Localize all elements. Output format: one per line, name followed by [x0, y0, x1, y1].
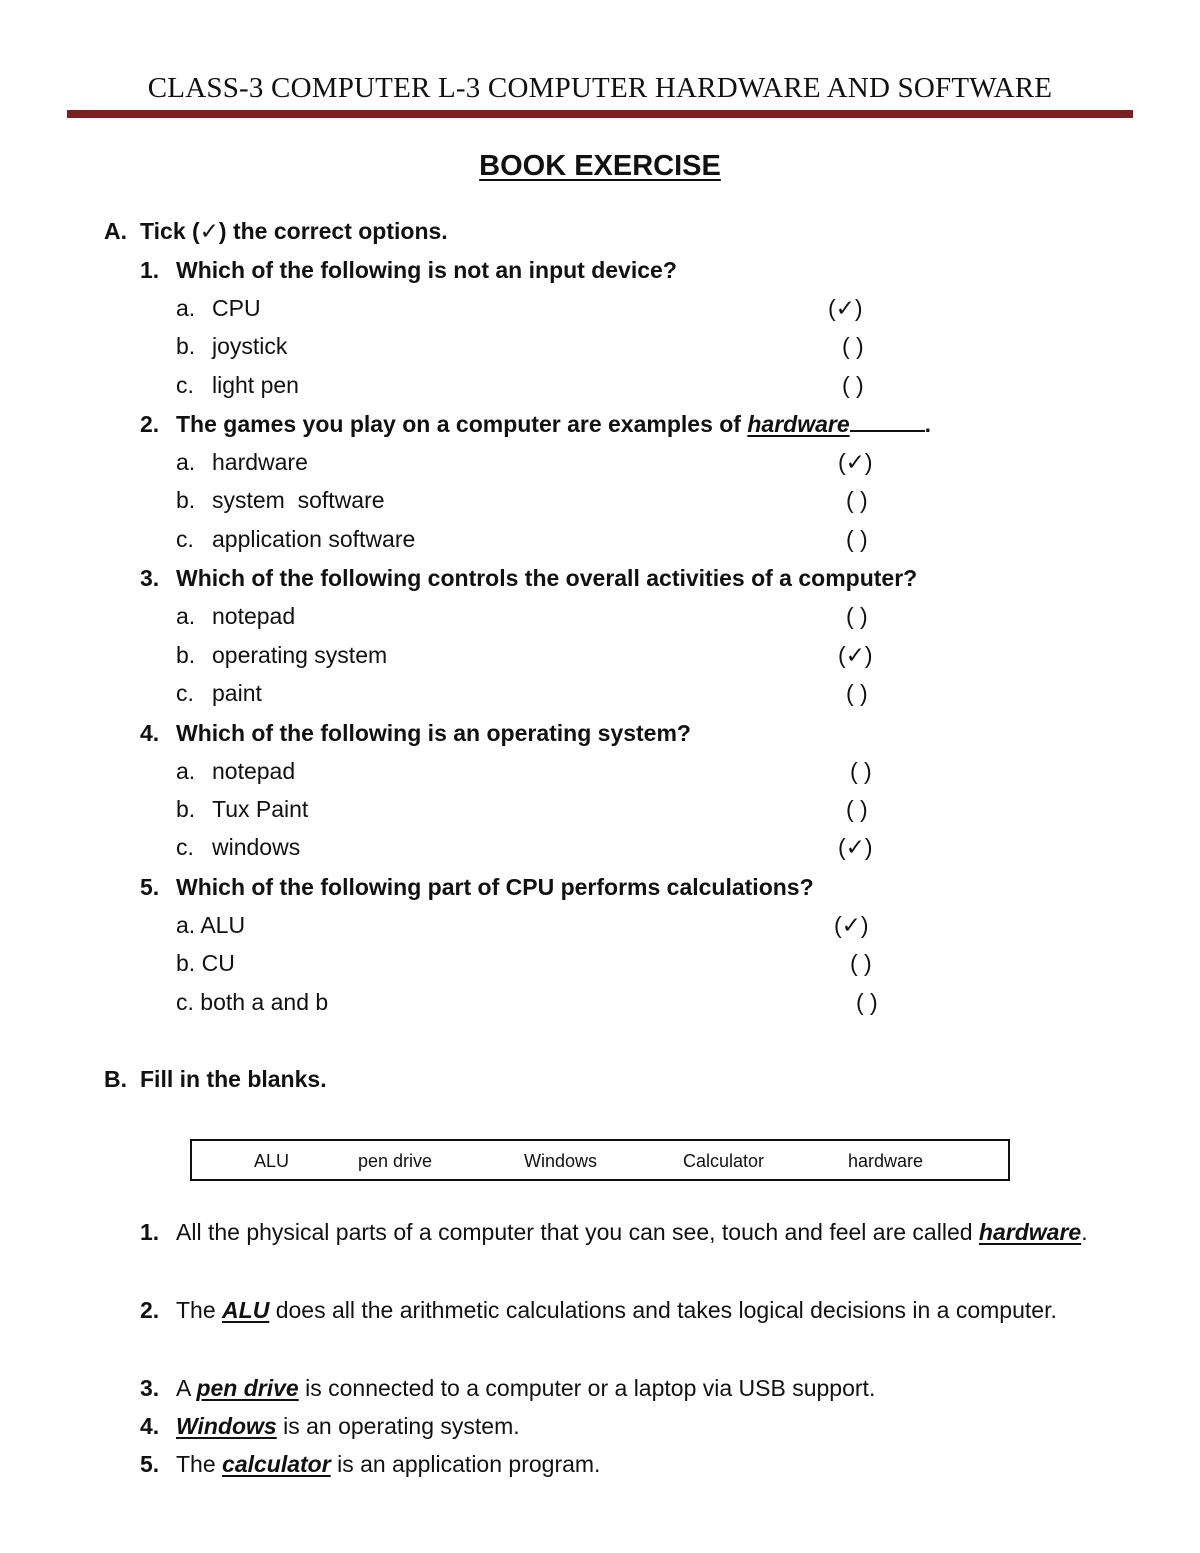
tick-mark: ( ): [856, 989, 878, 1015]
option-item: [176, 987, 328, 1017]
question-number: 5.: [140, 874, 160, 900]
option-text: notepad: [212, 603, 296, 629]
section-b-label: B.: [104, 1066, 127, 1092]
option-item: [176, 524, 415, 554]
option-text: ALU: [200, 912, 246, 938]
option-item: [176, 910, 245, 940]
option-letter: c.: [176, 372, 194, 398]
tick-mark: ( ): [842, 333, 864, 359]
option-letter: a.: [176, 295, 196, 321]
option-item: [176, 756, 295, 786]
option-letter: c.: [176, 834, 194, 860]
section-b-heading: [104, 1064, 327, 1094]
question-text: Which of the following is an operating system?: [176, 720, 691, 746]
option-item: [176, 601, 295, 631]
tick-mark: (✓): [838, 449, 873, 475]
blank-item-text: .: [1081, 1219, 1088, 1245]
word-bank-item: ALU: [254, 1151, 290, 1171]
tick-mark: ( ): [846, 680, 868, 706]
tick-mark: ( ): [846, 603, 868, 629]
question-number: 3.: [140, 565, 160, 591]
blank-item: [176, 1291, 1128, 1330]
question-text: The games you play on a computer are examples of: [176, 411, 741, 437]
blank-item-number: 1.: [140, 1219, 160, 1245]
option-item: [176, 678, 262, 708]
question-4: [140, 718, 691, 748]
filled-answer: ALU: [222, 1297, 270, 1323]
question-number: 4.: [140, 720, 160, 746]
tick-mark: ( ): [850, 950, 872, 976]
filled-answer: hardware: [747, 411, 850, 437]
question-text: Which of the following part of CPU performs calculations?: [176, 874, 814, 900]
tick-mark: ( ): [850, 758, 872, 784]
option-item: [176, 370, 299, 400]
option-item: [176, 293, 261, 323]
option-text: windows: [212, 834, 301, 860]
option-item: [176, 832, 300, 862]
question-1: [140, 255, 677, 285]
word-bank-item: hardware: [848, 1151, 924, 1171]
blank-item-number: 3.: [140, 1375, 160, 1401]
section-b-title: Fill in the blanks.: [140, 1066, 327, 1092]
option-letter: c.: [176, 526, 194, 552]
question-5: [140, 872, 814, 902]
option-letter: c.: [176, 680, 194, 706]
option-text: joystick: [212, 333, 288, 359]
tick-mark: (✓): [834, 912, 869, 938]
blank-item-number: 5.: [140, 1451, 160, 1477]
filled-answer: pen drive: [196, 1375, 299, 1401]
option-letter: b.: [176, 796, 196, 822]
blank-item-text: The: [176, 1297, 216, 1323]
filled-answer: hardware: [978, 1219, 1082, 1245]
word-bank-item: Calculator: [683, 1151, 765, 1171]
question-suffix: .: [924, 411, 932, 437]
option-letter: c.: [176, 989, 194, 1015]
blank-item-text: The: [176, 1451, 216, 1477]
option-text: operating system: [212, 642, 388, 668]
blank-item-text: A: [176, 1375, 191, 1401]
section-a-heading: [104, 216, 448, 246]
option-letter: b.: [176, 950, 196, 976]
option-item: [176, 948, 235, 978]
option-text: Tux Paint: [212, 796, 309, 822]
blank-item-text: is connected to a computer or a laptop via USB support.: [305, 1375, 876, 1401]
tick-mark: ( ): [846, 526, 868, 552]
filled-answer: calculator: [222, 1451, 331, 1477]
page-header-title: CLASS-3 COMPUTER L-3 COMPUTER HARDWARE AND SOFTWARE: [147, 72, 1053, 104]
blank-item-number: 4.: [140, 1413, 160, 1439]
option-text: hardware: [212, 449, 308, 475]
tick-mark: ( ): [846, 487, 868, 513]
option-text: CU: [201, 950, 235, 976]
tick-mark: (✓): [838, 642, 873, 668]
option-text: both a and b: [200, 989, 329, 1015]
option-text: light pen: [212, 372, 299, 398]
option-letter: a.: [176, 449, 196, 475]
word-bank-item: pen drive: [358, 1151, 433, 1171]
blank-item: [176, 1213, 1128, 1252]
blank-item-text: does all the arithmetic calculations and takes logical decisions in a computer.: [275, 1297, 1057, 1323]
option-text: paint: [212, 680, 262, 706]
option-text: CPU: [212, 295, 261, 321]
header-divider: [67, 110, 1133, 118]
blank-item-number: 2.: [140, 1297, 160, 1323]
question-text: Which of the following controls the overall activities of a computer?: [176, 565, 918, 591]
option-text: application software: [212, 526, 416, 552]
option-item: [176, 640, 387, 670]
option-letter: b.: [176, 642, 196, 668]
tick-mark: (✓): [828, 295, 863, 321]
question-number: 1.: [140, 257, 160, 283]
option-letter: b.: [176, 333, 196, 359]
option-letter: a.: [176, 758, 196, 784]
filled-answer: Windows: [176, 1413, 277, 1439]
blank-item-text: All the physical parts of a computer that you can see, touch and feel are called: [176, 1219, 973, 1245]
word-bank-box: [190, 1139, 1010, 1181]
option-letter: b.: [176, 487, 196, 513]
tick-mark: ( ): [842, 372, 864, 398]
question-number: 2.: [140, 411, 160, 437]
option-letter: a.: [176, 912, 196, 938]
option-item: [176, 331, 287, 361]
blank-item: [176, 1445, 1128, 1484]
option-text: system software: [212, 487, 385, 513]
option-item: [176, 794, 308, 824]
section-a-title: Tick (✓) the correct options.: [140, 218, 448, 244]
option-letter: a.: [176, 603, 196, 629]
blank-item-text: is an operating system.: [283, 1413, 520, 1439]
blank-item-text: is an application program.: [337, 1451, 601, 1477]
tick-mark: (✓): [838, 834, 873, 860]
answer-blank-line: [850, 410, 925, 432]
option-item: [176, 447, 308, 477]
option-item: [176, 485, 385, 515]
option-text: notepad: [212, 758, 296, 784]
section-a-label: A.: [104, 218, 127, 244]
exercise-title: BOOK EXERCISE: [479, 150, 721, 182]
question-2: [140, 409, 931, 439]
question-text: Which of the following is not an input device?: [176, 257, 677, 283]
blank-item: [176, 1369, 1128, 1408]
blank-item: [176, 1407, 1128, 1446]
tick-mark: ( ): [846, 796, 868, 822]
question-3: [140, 563, 917, 593]
word-bank-item: Windows: [524, 1151, 598, 1171]
